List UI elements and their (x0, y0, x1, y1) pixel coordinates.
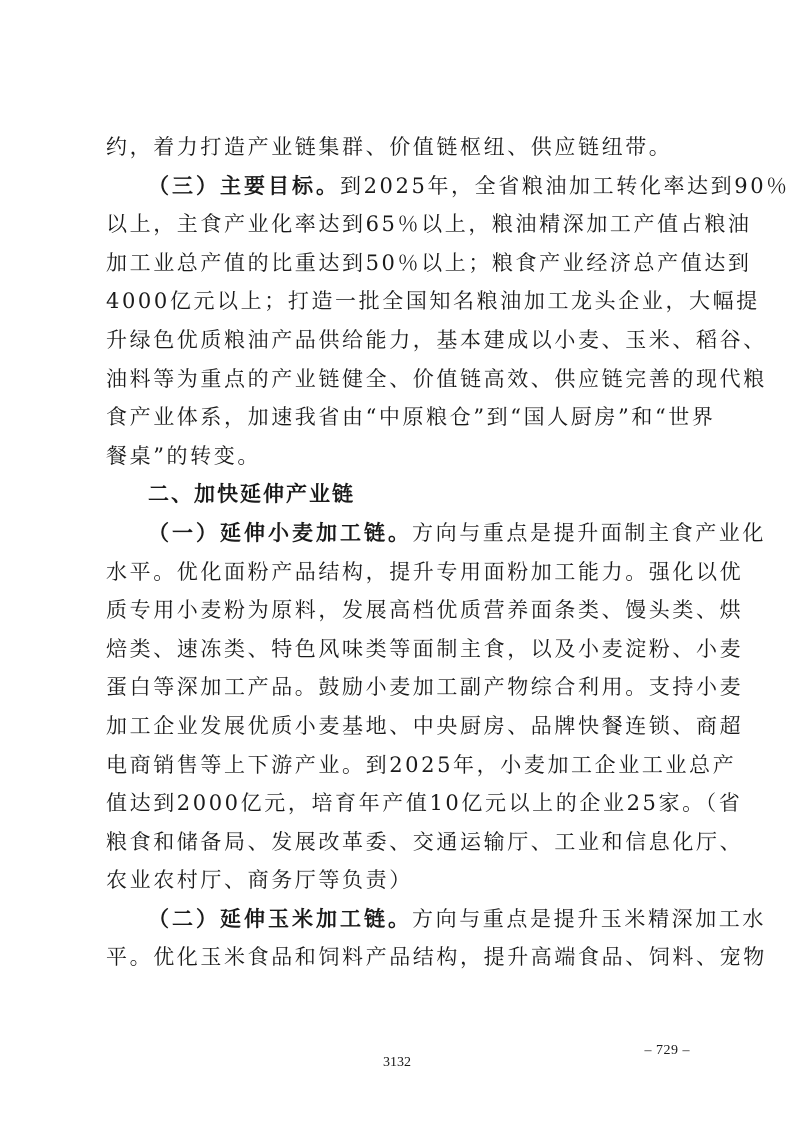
paragraph-text: 到2025年，全省粮油加工转化率达到90％ (340, 173, 790, 198)
text-line: 加工业总产值的比重达到50％以上；粮食产业经济总产值达到 (106, 250, 752, 275)
paragraph-text: 方向与重点是提升玉米精深加工水 (412, 906, 766, 931)
text-line: 值达到2000亿元，培育年产值10亿元以上的企业25家。（省 (106, 791, 743, 816)
text-line: 农业农村厅、商务厅等负责） (106, 868, 413, 893)
text-line: 升绿色优质粮油产品供给能力，基本建成以小麦、玉米、稻谷、 (106, 327, 767, 352)
text-line (106, 900, 766, 939)
text-line (106, 167, 790, 206)
paragraph-lead: （三）主要目标。 (148, 173, 340, 198)
text-line: 粮食和储备局、发展改革委、交通运输厅、工业和信息化厅、 (106, 829, 744, 854)
text-line: 食产业体系，加速我省由“中原粮仓”到“国人厨房”和“世界 (106, 405, 716, 430)
paragraph-lead: （二）延伸玉米加工链。 (148, 906, 412, 931)
text-line: 油料等为重点的产业链健全、价值链高效、供应链完善的现代粮 (106, 366, 767, 391)
text-line: 约，着力打造产业链集群、价值链枢纽、供应链纽带。 (106, 135, 673, 159)
text-line: 蛋白等深加工产品。鼓励小麦加工副产物综合利用。支持小麦 (106, 675, 744, 700)
page-marker: – 729 – (644, 1043, 690, 1058)
text-line: 4000亿元以上；打造一批全国知名粮油加工龙头企业，大幅提 (106, 289, 760, 314)
text-line: 平。优化玉米食品和饲料产品结构，提升高端食品、饲料、宠物 (106, 945, 767, 970)
page-number: 3132 (383, 1055, 411, 1070)
text-line: 餐桌”的转变。 (106, 443, 261, 468)
text-line: 电商销售等上下游产业。到2025年，小麦加工企业工业总产 (106, 752, 737, 777)
paragraph-lead: （一）延伸小麦加工链。 (148, 520, 412, 545)
text-line (106, 514, 766, 553)
text-line: 质专用小麦粉为原料，发展高档优质营养面条类、馒头类、烘 (106, 598, 744, 623)
paragraph-text: 方向与重点是提升面制主食产业化 (412, 520, 766, 545)
text-line: 水平。优化面粉产品结构，提升专用面粉加工能力。强化以优 (106, 559, 744, 584)
text-line: 加工企业发展优质小麦基地、中央厨房、品牌快餐连锁、商超 (106, 713, 744, 738)
text-line: 焙类、速冻类、特色风味类等面制主食，以及小麦淀粉、小麦 (106, 636, 744, 661)
text-line: 以上，主食产业化率达到65％以上，粮油精深加工产值占粮油 (106, 212, 752, 237)
section-heading: 二、加快延伸产业链 (148, 482, 355, 507)
document-body (106, 128, 790, 977)
